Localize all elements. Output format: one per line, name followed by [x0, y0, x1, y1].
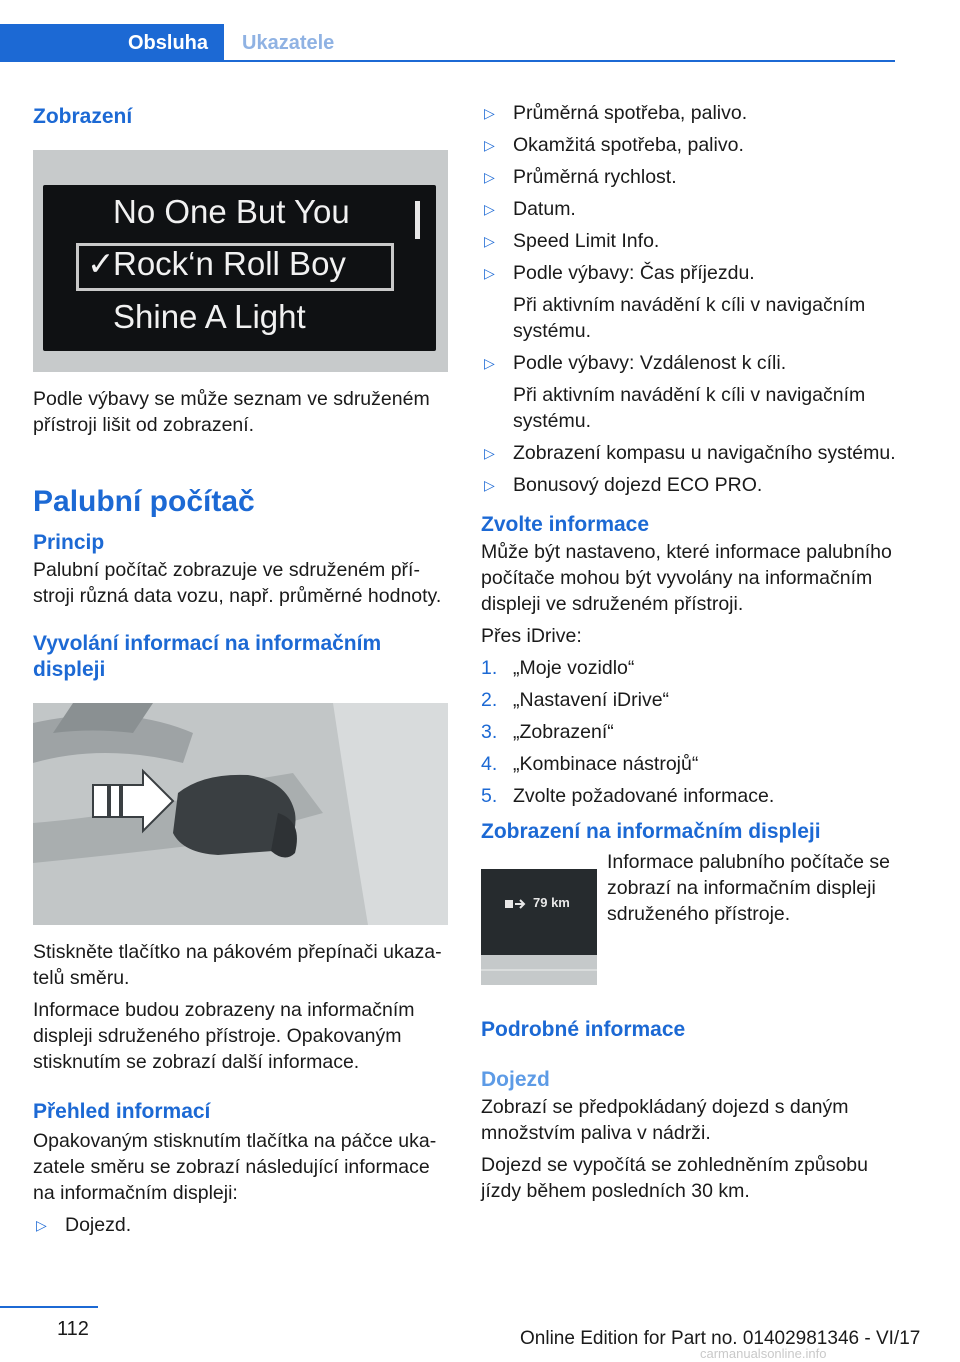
list-item [481, 132, 897, 158]
menu-item-3: Shine A Light [113, 298, 306, 335]
step-text: „Moje vozidlo“ [513, 657, 635, 679]
display-panel [43, 185, 436, 351]
tab-bar [0, 24, 895, 62]
display-title: Zobrazení na informačním displeji [481, 820, 821, 843]
page-number: 112 [57, 1318, 89, 1340]
arrow-marker-icon: ▷ [484, 201, 495, 217]
overview-title: Přehled informací [33, 1100, 211, 1123]
menu-item-2: Rock‘n Roll Boy [113, 245, 346, 282]
step-item [481, 655, 897, 681]
km-underline [481, 969, 597, 971]
stalk-text-2: Informace budou zobrazeny na informačním displeji sdruženého přístroje. Opakovaným stisknutím se zobrazí další informace. [33, 999, 415, 1073]
stalk-illustration [33, 703, 448, 925]
arrow-marker-icon: ▷ [36, 1217, 47, 1233]
edition-text: Online Edition for Part no. 01402981346 - VI/17 [520, 1328, 921, 1349]
step-item [481, 751, 897, 777]
fuel-range-icon [505, 897, 527, 911]
list-item [481, 472, 897, 498]
step-number: 2. [481, 689, 498, 711]
section-title-zobrazeni: Zobrazení [33, 105, 133, 128]
km-display [481, 869, 597, 955]
menu-item-1: No One But You [113, 193, 350, 230]
list-item [481, 100, 897, 126]
detail-title: Podrobné informace [481, 1018, 686, 1041]
list-item [33, 1212, 448, 1238]
step-text: „Zobrazení“ [513, 721, 614, 743]
list-item-text: Průměrná rychlost. [513, 166, 677, 188]
km-illustration [481, 869, 597, 985]
principle-text: Palubní počítač zobrazuje ve sdruženém přístroji různá data vozu, např. průměrné hodnoty. [33, 559, 442, 607]
display-block [481, 849, 897, 999]
list-item-text: Dojezd. [65, 1214, 132, 1236]
overview-text: Opakovaným stisknutím tlačítka na páčce ukazatele směru se zobrazí následující informace na informačním displeji: [33, 1130, 437, 1204]
info-list [481, 100, 897, 498]
stalk-text-1: Stiskněte tlačítko na pákovém přepínači ukazatelů směru. [33, 941, 442, 989]
list-item [481, 350, 897, 434]
step-item [481, 719, 897, 745]
step-number: 4. [481, 753, 498, 775]
principle-title: Princip [33, 531, 105, 554]
list-item-subtext: Při aktivním navádění k cíli v navigačním systému. [513, 384, 866, 432]
watermark: carmanualsonline.info [700, 1346, 827, 1361]
list-item [481, 164, 897, 190]
list-item [481, 440, 897, 466]
list-item-text: Zobrazení kompasu u navigačního systému. [513, 442, 896, 464]
via-text: Přes iDrive: [481, 625, 582, 647]
arrow-marker-icon: ▷ [484, 233, 495, 249]
tab-obsluha[interactable]: Obsluha [0, 24, 224, 62]
list-item-text: Speed Limit Info. [513, 230, 660, 252]
main-title: Palubní počítač [33, 485, 255, 518]
right-column [481, 100, 897, 1204]
steps-list [481, 655, 897, 809]
step-number: 1. [481, 657, 498, 679]
arrow-marker-icon: ▷ [484, 445, 495, 461]
list-item-subtext: Při aktivním navádění k cíli v navigačním systému. [513, 294, 866, 342]
footer-rule [0, 1306, 98, 1308]
step-item [481, 783, 897, 809]
stalk-drawing [33, 703, 448, 925]
left-column [33, 100, 448, 1238]
arrow-marker-icon: ▷ [484, 355, 495, 371]
step-item [481, 687, 897, 713]
list-item-text: Okamžitá spotřeba, palivo. [513, 134, 744, 156]
range-title: Dojezd [481, 1068, 550, 1091]
check-icon: ✓ [87, 245, 115, 282]
tab-ukazatele[interactable]: Ukazatele [242, 31, 335, 54]
step-text: „Kombinace nástrojů“ [513, 753, 699, 775]
list-item-text: Bonusový dojezd ECO PRO. [513, 474, 763, 496]
list-item-text: Průměrná spotřeba, palivo. [513, 102, 748, 124]
screen-illustration [33, 150, 448, 372]
scrollbar [415, 201, 420, 239]
display-text: Informace palubního počítače se zobrazí na informačním displeji sdruženého přístroje. [607, 851, 890, 925]
screen-caption: Podle výbavy se může seznam ve sdruženém přístroji lišit od zobrazení. [33, 388, 430, 436]
range-text-2: Dojezd se vypočítá se zohledněním způsobu jízdy během posledních 30 km. [481, 1154, 868, 1202]
range-text-1: Zobrazí se předpokládaný dojezd s daným množstvím paliva v nádrži. [481, 1096, 849, 1144]
arrow-marker-icon: ▷ [484, 137, 495, 153]
step-number: 3. [481, 721, 498, 743]
arrow-marker-icon: ▷ [484, 265, 495, 281]
list-item [481, 260, 897, 344]
list-item [481, 228, 897, 254]
overview-list [33, 1212, 448, 1238]
list-item-text: Podle výbavy: Vzdálenost k cíli. [513, 352, 787, 374]
arrow-marker-icon: ▷ [484, 477, 495, 493]
arrow-marker-icon: ▷ [484, 169, 495, 185]
km-value: 79 km [533, 895, 570, 910]
step-text: Zvolte požadované informace. [513, 785, 775, 807]
step-text: „Nastavení iDrive“ [513, 689, 670, 711]
step-number: 5. [481, 785, 498, 807]
select-text: Může být nastaveno, které informace palubního počítače mohou být vyvolány na informačním displeji ve sdruženém přístroji. [481, 541, 892, 615]
list-item-text: Podle výbavy: Čas příjezdu. [513, 262, 755, 284]
arrow-marker-icon: ▷ [484, 105, 495, 121]
call-title: Vyvolání informací na informačním displeji [33, 632, 382, 681]
select-title: Zvolte informace [481, 513, 650, 536]
list-item-text: Datum. [513, 198, 576, 220]
list-item [481, 196, 897, 222]
